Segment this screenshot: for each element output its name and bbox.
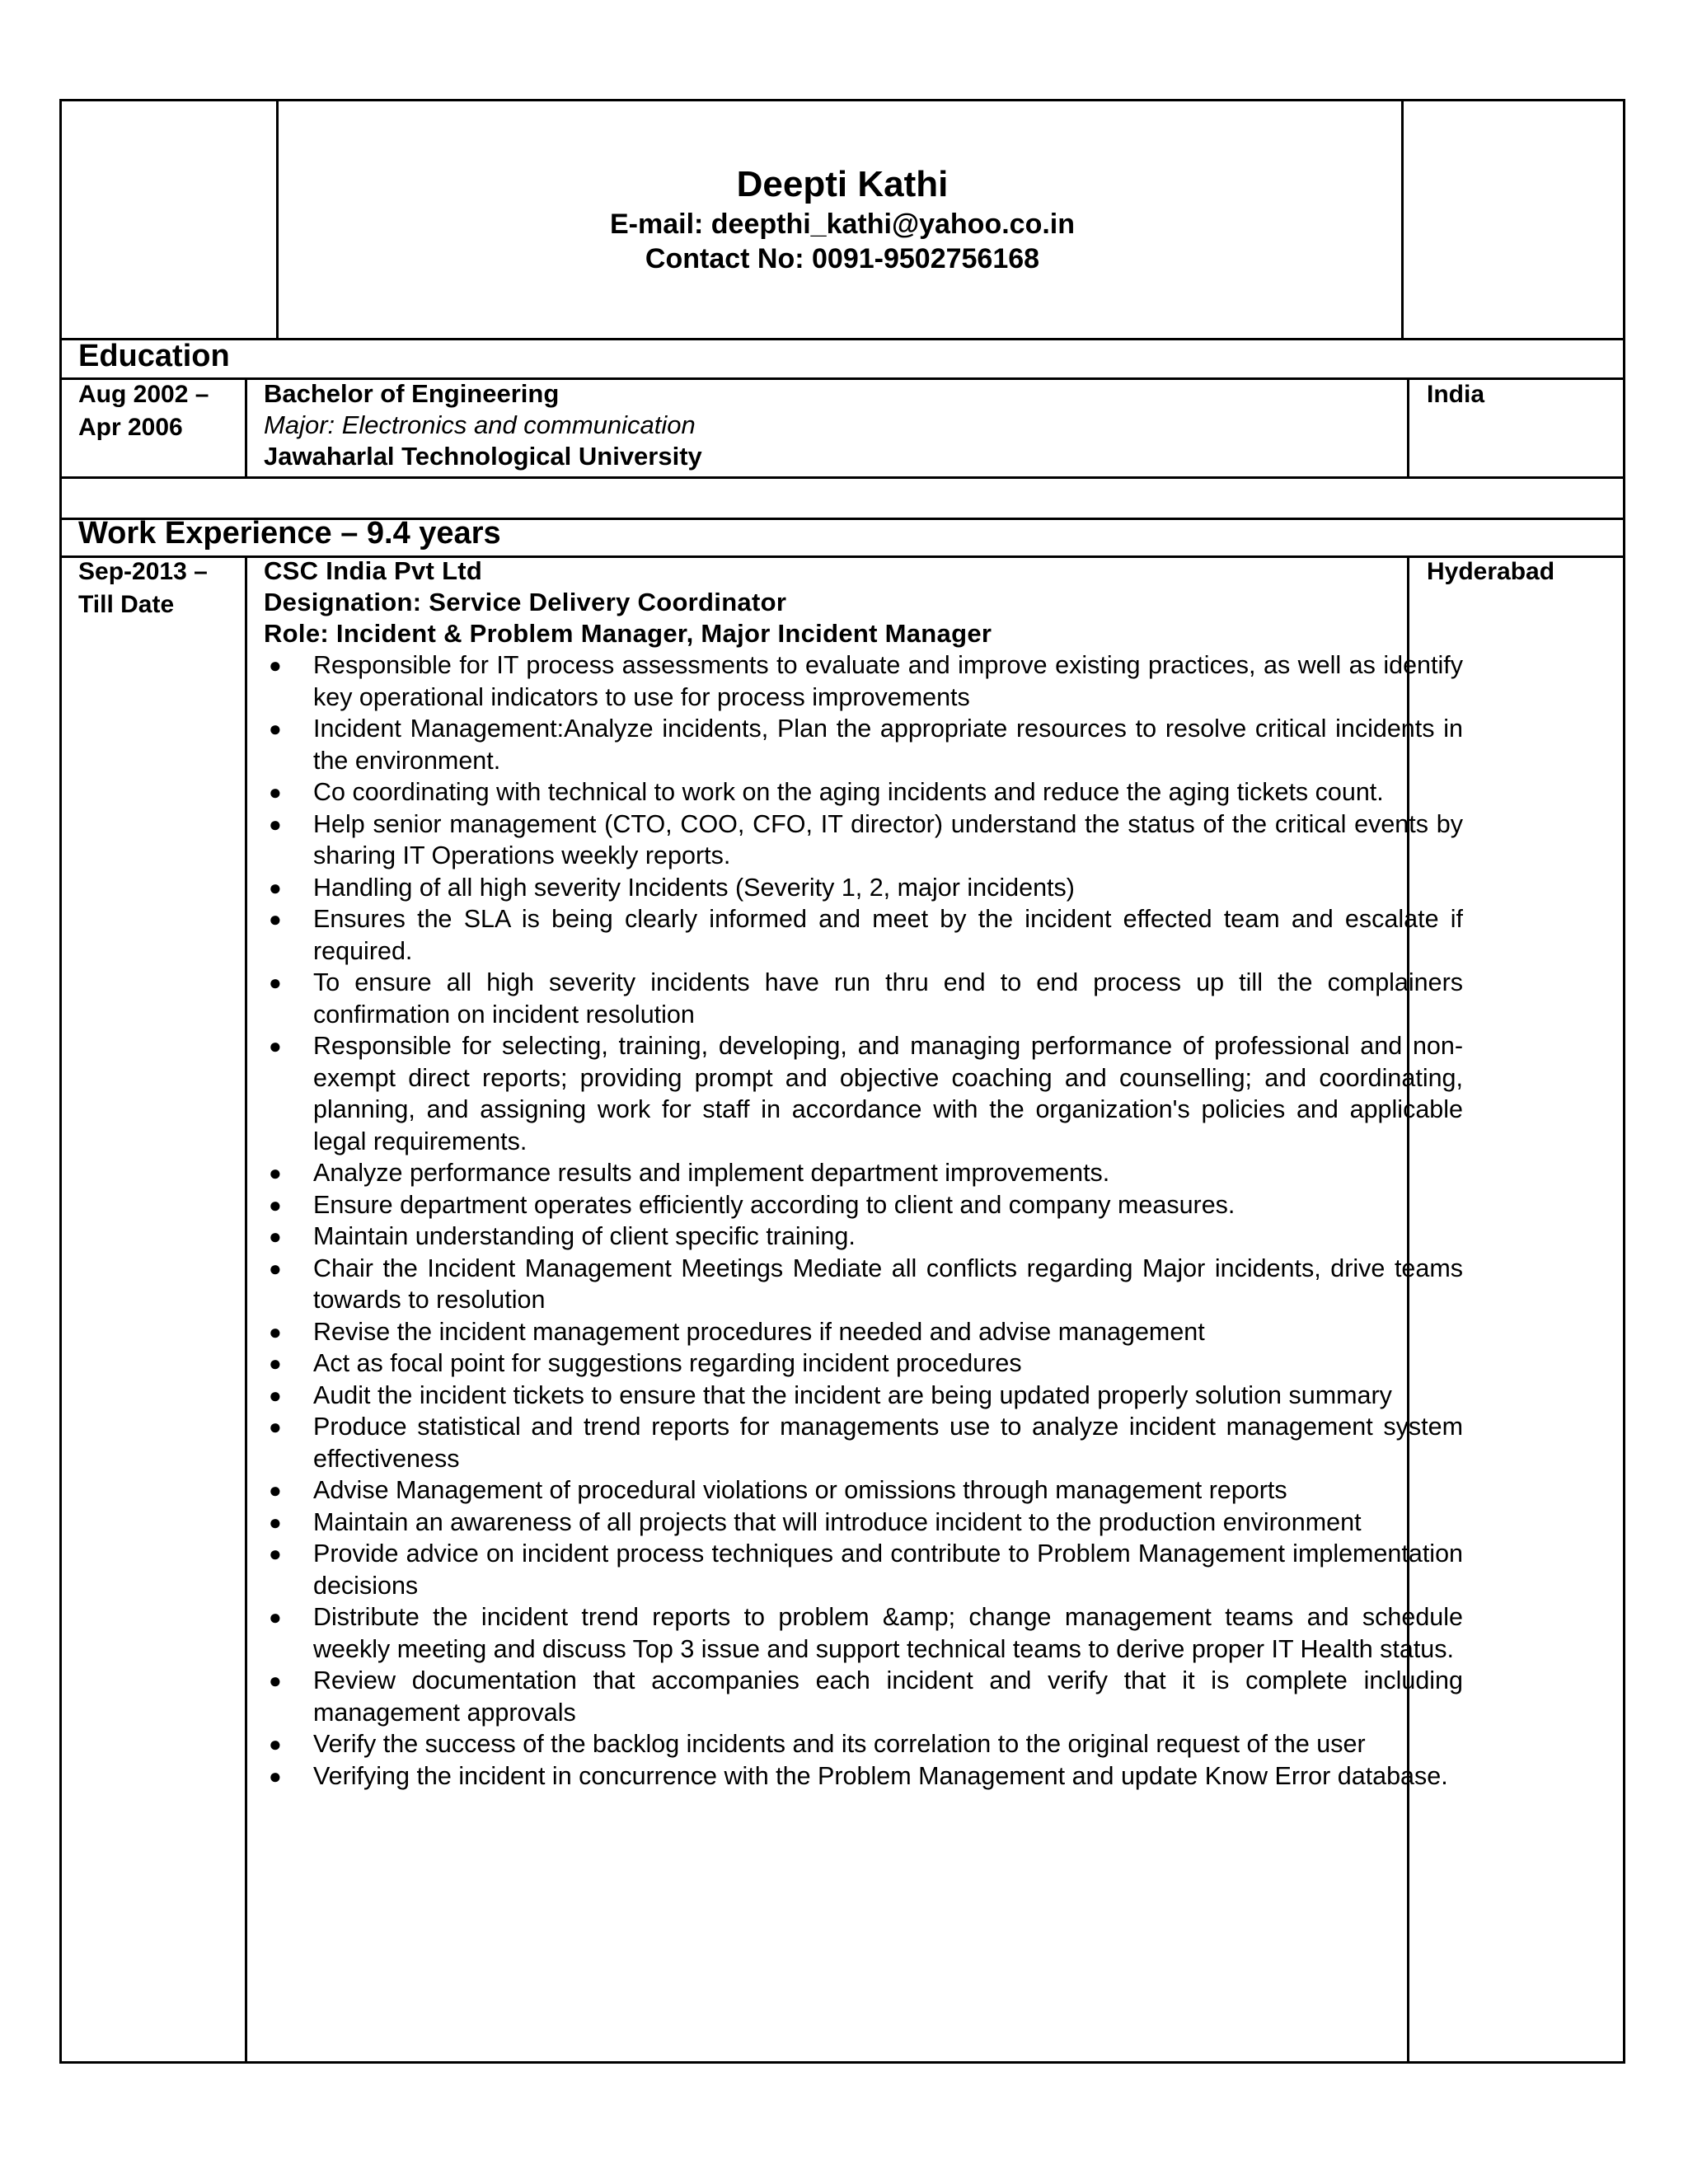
bullet-icon: ● bbox=[269, 1509, 282, 1535]
bullet-icon: ● bbox=[269, 1319, 282, 1344]
education-location: India bbox=[1427, 381, 1485, 408]
experience-heading: Work Experience – 9.4 years bbox=[78, 516, 501, 551]
list-item: ● Distribute the incident trend reports to problem &amp; change management teams and schedule weekly meeting and discuss Top 3 issue and support technical teams to derive proper IT Health status. bbox=[269, 1603, 1463, 1663]
list-item: ● Provide advice on incident process techniques and contribute to Problem Management implementation decisions bbox=[269, 1540, 1463, 1600]
candidate-email: E-mail: deepthi_kathi@yahoo.co.in bbox=[609, 209, 1076, 240]
date-column-divider bbox=[245, 555, 247, 2064]
bullet-icon: ● bbox=[269, 1224, 282, 1249]
bullet-icon: ● bbox=[269, 1033, 282, 1058]
list-item: ● Audit the incident tickets to ensure that the incident are being updated properly solution summary bbox=[264, 1380, 1463, 1412]
date-column-divider bbox=[245, 377, 247, 476]
list-item: ● Analyze performance results and implement department improvements. bbox=[264, 1157, 1463, 1189]
list-item: ● Act as focal point for suggestions regarding incident procedures bbox=[264, 1347, 1463, 1380]
bullet-icon: ● bbox=[269, 907, 282, 931]
list-item: ● Revise the incident management procedures if needed and advise management bbox=[264, 1316, 1463, 1348]
bullet-icon: ● bbox=[269, 811, 282, 837]
education-university: Jawaharlal Technological University bbox=[264, 442, 702, 471]
bullet-icon: ● bbox=[269, 716, 282, 741]
list-item: ● Incident Management:Analyze incidents, Plan the appropriate resources to resolve critical incidents in the environment. bbox=[269, 715, 1463, 775]
role: Role: Incident & Problem Manager, Major Incident Manager bbox=[264, 619, 992, 648]
education-heading: Education bbox=[78, 339, 230, 373]
list-item: ● To ensure all high severity incidents have run thru end to end process up till the complainers confirmation on incident resolution bbox=[269, 968, 1463, 1029]
list-item: ● Produce statistical and trend reports for managements use to analyze incident management system effectiveness bbox=[269, 1413, 1463, 1473]
education-date-from: Aug 2002 – bbox=[78, 381, 209, 408]
bullet-icon: ● bbox=[269, 1763, 282, 1788]
education-degree: Bachelor of Engineering bbox=[264, 379, 560, 408]
education-dates bbox=[78, 378, 209, 444]
bullet-icon: ● bbox=[269, 1351, 282, 1376]
bullet-icon: ● bbox=[269, 1478, 282, 1502]
experience-details bbox=[264, 555, 1463, 1792]
candidate-contact: Contact No: 0091-9502756168 bbox=[645, 243, 1040, 274]
bullet-icon: ● bbox=[269, 1541, 282, 1566]
row-divider bbox=[62, 476, 1623, 479]
list-item: ● Help senior management (CTO, COO, CFO, IT director) understand the status of the critical events by sharing IT Operations weekly reports. bbox=[269, 809, 1463, 869]
list-item: ● Review documentation that accompanies each incident and verify that it is complete including management approvals bbox=[269, 1666, 1463, 1727]
bullet-icon: ● bbox=[269, 1160, 282, 1185]
location-column-divider bbox=[1407, 377, 1409, 476]
bullet-icon: ● bbox=[269, 1255, 282, 1281]
row-divider bbox=[62, 338, 1623, 340]
bullet-icon: ● bbox=[269, 1414, 282, 1439]
list-item: ● Ensure department operates efficiently according to client and company measures. bbox=[264, 1189, 1463, 1221]
education-major: Major: Electronics and communication bbox=[264, 410, 696, 439]
company-name: CSC India Pvt Ltd bbox=[264, 556, 483, 585]
list-item: ● Advise Management of procedural violations or omissions through management reports bbox=[264, 1474, 1463, 1507]
bullet-icon: ● bbox=[269, 970, 282, 995]
bullet-icon: ● bbox=[269, 1192, 282, 1217]
list-item: ● Maintain understanding of client specific training. bbox=[264, 1221, 1463, 1253]
experience-date-from: Sep-2013 – bbox=[78, 558, 208, 585]
list-item: ● Co coordinating with technical to work on the aging incidents and reduce the aging tickets count. bbox=[264, 776, 1463, 808]
experience-dates bbox=[78, 555, 208, 621]
list-item: ● Handling of all high severity Incidents (Severity 1, 2, major incidents) bbox=[264, 872, 1463, 904]
list-item: ● Responsible for selecting, training, developing, and managing performance of professional and non-exempt direct reports; providing prompt and objective coaching and counselling; and coordinating, planning, and assigning work for staff in accordance with the organization's policies and applicable legal requirements. bbox=[269, 1032, 1463, 1155]
experience-date-to: Till Date bbox=[78, 591, 175, 618]
bullet-icon: ● bbox=[269, 1605, 282, 1629]
designation: Designation: Service Delivery Coordinator bbox=[264, 588, 787, 616]
list-item: ● Responsible for IT process assessments to evaluate and improve existing practices, as well as identify key operational indicators to use for process improvements bbox=[269, 651, 1463, 711]
education-details bbox=[264, 378, 702, 472]
candidate-name: Deepti Kathi bbox=[736, 164, 949, 204]
bullet-icon: ● bbox=[269, 653, 282, 677]
list-item: ● Ensures the SLA is being clearly informed and meet by the incident effected team and escalate if required. bbox=[269, 905, 1463, 965]
responsibilities-list bbox=[264, 649, 1463, 1792]
list-item: ● Verify the success of the backlog incidents and its correlation to the original request of the user bbox=[264, 1728, 1463, 1760]
list-item: ● Verifying the incident in concurrence with the Problem Management and update Know Error database. bbox=[264, 1760, 1463, 1793]
experience-location: Hyderabad bbox=[1427, 558, 1555, 585]
bullet-icon: ● bbox=[269, 1732, 282, 1756]
list-item: ● Chair the Incident Management Meetings Mediate all conflicts regarding Major incidents, drive teams towards to resolution bbox=[269, 1254, 1463, 1314]
bullet-icon: ● bbox=[269, 1668, 282, 1693]
bullet-icon: ● bbox=[269, 874, 282, 900]
list-item: ● Maintain an awareness of all projects that will introduce incident to the production environment bbox=[264, 1507, 1463, 1539]
education-date-to: Apr 2006 bbox=[78, 414, 183, 441]
bullet-icon: ● bbox=[269, 1382, 282, 1408]
bullet-icon: ● bbox=[269, 780, 282, 804]
resume-table bbox=[59, 99, 1625, 2064]
